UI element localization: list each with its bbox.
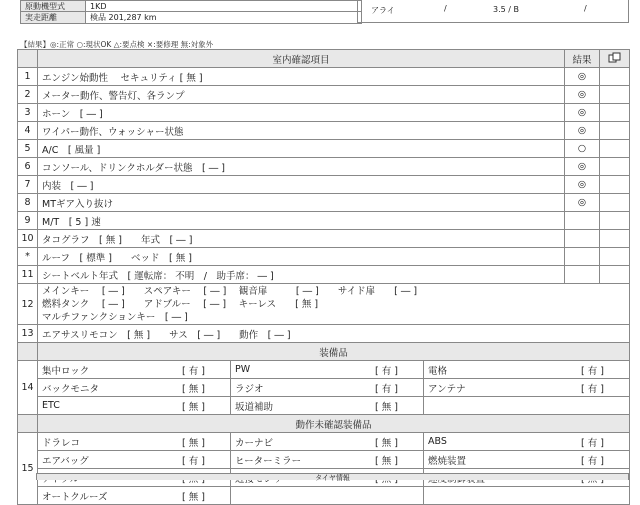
equipment-name: 坂道補助 [235,401,274,413]
equipment-row [18,379,630,397]
grade-slash-left: / [444,4,447,13]
equipment-name: 集中ロック [42,365,90,377]
equipment-value: [ 有 ] [182,365,205,377]
keys-line: メインキー [ ― ] スペアキー [ ― ] 観音扉 [ ― ] サイド扉 [ ― ] [42,285,418,297]
unconfirmed-equipment-row [18,451,630,469]
equipment-value: [ 有 ] [182,455,205,467]
row-number: 5 [18,140,38,158]
row-number: 11 [18,266,38,284]
equipment-name: オートクルーズ [42,491,108,503]
memo-cell [600,104,630,122]
unconfirmed-equipment-header-row [18,415,630,433]
memo-cell [600,230,630,248]
air-suspension-text: エアサスリモコン [ 無 ] サス [ ― ] 動作 [ ― ] [38,325,630,343]
unconfirmed-equipment-row [18,433,630,451]
result-mark: ◎ [565,194,600,212]
row-number: 2 [18,86,38,104]
equipment-value: [ 有 ] [375,383,398,395]
equipment-row [18,397,630,415]
unconfirmed-equipment-cell [38,451,231,469]
row-number: * [18,248,38,266]
inspection-item-text: ホーン [ ― ] [38,104,565,122]
inspection-item-text: M/T [ 5 ] 速 [38,212,565,230]
inspection-item-text: 内装 [ ― ] [38,176,565,194]
tire-info-header: タイヤ情報 [36,473,629,480]
inspection-item-text: メーター動作、警告灯、各ランプ [38,86,565,104]
equipment-name: エアバッグ [42,455,89,467]
unconfirmed-equipment-cell [38,487,231,505]
mileage-value: 検品 201,287 km [86,12,362,24]
equipment-cell [38,361,231,379]
equipment-name: ヒーターミラー [235,455,302,467]
equipment-name: 電格 [428,365,448,377]
equipment-name: アンテナ [428,383,466,395]
unconfirmed-equipment-cell [231,433,424,451]
keys-line: 燃料タンク [ ― ] アドブルー [ ― ] キーレス [ 無 ] [42,298,319,310]
interior-header-row [18,50,630,68]
memo-cell [600,122,630,140]
mileage-row [20,12,362,24]
grade-value: 3.5 / B [493,5,519,14]
equipment-name: バックモニタ [42,383,100,395]
unconfirmed-equipment-cell [424,433,630,451]
inspection-item-text: シートベルト年式 [ 運転席： 不明 / 助手席： ― ] [38,266,565,284]
row-number: 1 [18,68,38,86]
interior-row [18,266,630,284]
row-number: 6 [18,158,38,176]
keys-line: マルチファンクションキー [ ― ] [42,311,188,323]
unconfirmed-equipment-cell [231,487,424,505]
result-mark: ○ [565,140,600,158]
equipment-value: [ 無 ] [182,383,205,395]
keys-cell [38,284,630,325]
row-number: 8 [18,194,38,212]
result-mark: ◎ [565,86,600,104]
row-number: 12 [18,284,38,325]
inspection-item-text: コンソール、ドリンクホルダー状態 [ ― ] [38,158,565,176]
grade-slash-right: / [584,4,587,13]
unconfirmed-equipment-cell [38,433,231,451]
inspection-item-text: ワイパー動作、ウォッシャー状態 [38,122,565,140]
interior-row [18,122,630,140]
inspection-item-text: A/C [ 風量 ] [38,140,565,158]
memo-cell [600,266,630,284]
equipment-value: [ 有 ] [581,455,604,467]
air-suspension-row [18,325,630,343]
interior-row [18,104,630,122]
result-mark [565,266,600,284]
interior-row [18,68,630,86]
equipment-name: PW [235,364,251,375]
row-number: 4 [18,122,38,140]
equipment-name: 燃焼装置 [428,455,467,467]
mileage-label: 実走距離 [20,12,86,24]
equipment-name: ABS [428,436,447,447]
row-number: 13 [18,325,38,343]
inspection-table [17,49,630,505]
memo-cell [600,176,630,194]
row-number: 9 [18,212,38,230]
equipment-name: ラジオ [235,383,264,395]
equipment-value: [ 無 ] [182,437,205,449]
equipment-value: [ 有 ] [375,365,398,377]
memo-cell [600,248,630,266]
equipment-value: [ 無 ] [375,401,398,413]
interior-row [18,176,630,194]
inspection-item-text: ルーフ [ 標準 ] ベッド [ 無 ] [38,248,565,266]
inspection-item-text: エンジン始動性 セキュリティ [ 無 ] [38,68,565,86]
top-info-strip [0,0,640,26]
equipment-value: [ 無 ] [375,437,398,449]
unconfirmed-equipment-header: 動作未確認装備品 [38,415,630,433]
equipment-cell [231,397,424,415]
equipment-cell [38,379,231,397]
equipment-cell [424,397,630,415]
inspection-item-text: MTギア入り抜け [38,194,565,212]
interior-row [18,194,630,212]
engine-model-label: 原動機型式 [20,0,86,12]
equipment-cell [424,379,630,397]
result-mark: ◎ [565,122,600,140]
result-mark [565,230,600,248]
equipment-header-row [18,343,630,361]
equipment-name: ドラレコ [42,437,81,449]
grade-box [357,0,629,23]
equipment-name: カーナビ [235,437,274,449]
interior-row [18,212,630,230]
result-mark [565,248,600,266]
row-number: 10 [18,230,38,248]
memo-cell [600,86,630,104]
inspection-item-text: タコグラフ [ 無 ] 年式 [ ― ] [38,230,565,248]
result-mark: ◎ [565,104,600,122]
equipment-cell [38,397,231,415]
memo-cell [600,158,630,176]
result-mark: ◎ [565,176,600,194]
equipment-name: ETC [42,400,60,411]
equipment-value: [ 有 ] [581,365,604,377]
equipment-value: [ 無 ] [375,455,398,467]
result-mark [565,212,600,230]
interior-row [18,158,630,176]
equipment-cell [231,361,424,379]
result-legend: 【結果】◎:正常 ○:現状OK △:要点検 ×:要修理 無:対象外 [20,40,214,49]
equipment-cell [231,379,424,397]
equipment-value: [ 有 ] [581,437,604,449]
unconfirmed-equipment-cell [231,451,424,469]
memo-cell [600,68,630,86]
equipment-value: [ 無 ] [182,491,205,503]
equipment-header: 装備品 [38,343,630,361]
row-number: 3 [18,104,38,122]
memo-cell [600,194,630,212]
interior-row [18,140,630,158]
unconfirmed-equipment-row [18,487,630,505]
equipment-row [18,361,630,379]
row-number: 7 [18,176,38,194]
result-mark: ◎ [565,68,600,86]
equipment-cell [424,361,630,379]
equipment-value: [ 無 ] [182,401,205,413]
grade-label: アライ [371,6,395,15]
interior-header: 室内確認項目 [38,50,565,68]
interior-row [18,230,630,248]
row-number: 14 [18,361,38,415]
equipment-value: [ 有 ] [581,383,604,395]
result-mark: ◎ [565,158,600,176]
memo-cell [600,140,630,158]
keys-row [18,284,630,325]
row-number: 15 [18,433,38,505]
unconfirmed-equipment-cell [424,451,630,469]
engine-model-value: 1KD [86,0,362,12]
memo-cell [600,212,630,230]
copy-icon[interactable] [600,50,630,68]
interior-row [18,248,630,266]
interior-row [18,86,630,104]
engine-model-row [20,0,362,12]
unconfirmed-equipment-cell [424,487,630,505]
result-header: 結果 [565,50,600,68]
